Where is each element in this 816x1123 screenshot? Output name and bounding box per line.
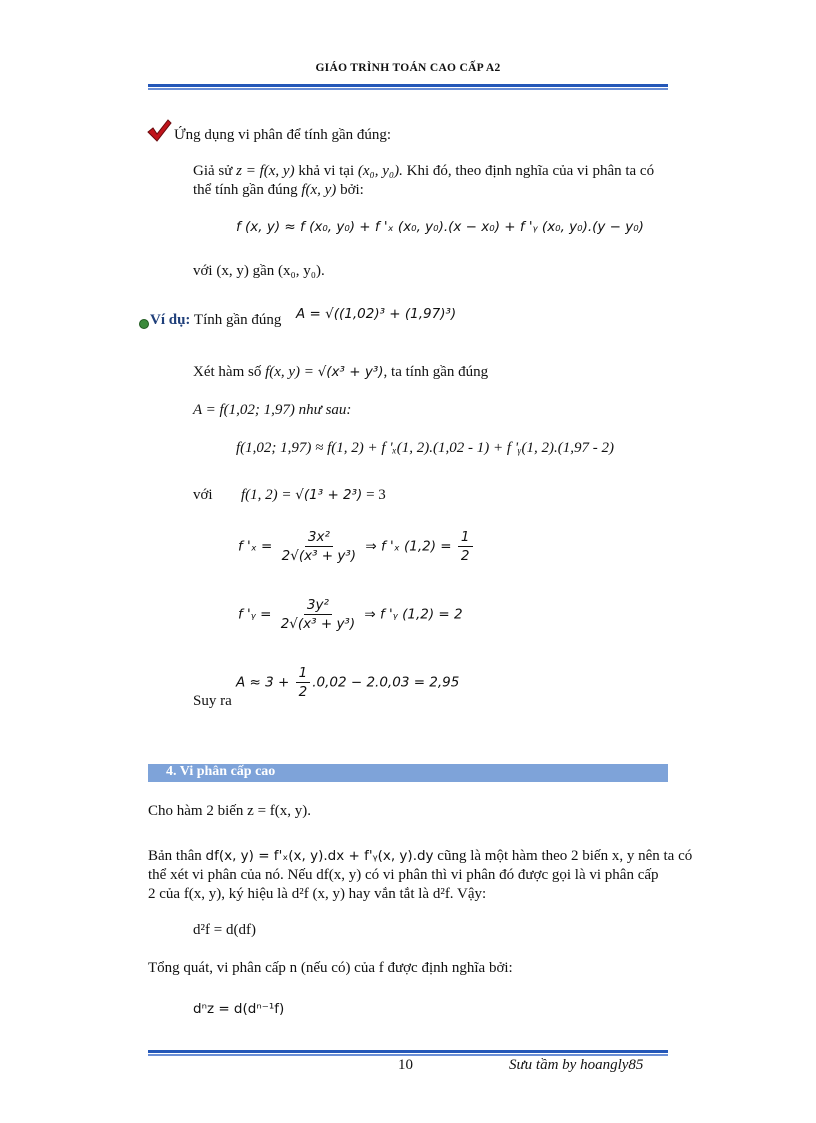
second-differential: d²f = d(df) xyxy=(193,922,256,938)
section-heading: Ứng dụng vi phân để tính gần đúng: xyxy=(174,127,392,143)
section-title: 4. Vi phân cấp cao xyxy=(166,764,276,779)
bullet-icon xyxy=(139,317,149,334)
conclusion-label: Suy ra xyxy=(193,693,232,709)
section-paragraph: Tổng quát, vi phân cấp n (nếu có) của f được định nghĩa bởi: xyxy=(148,960,513,976)
footer-rule xyxy=(148,1050,668,1053)
nth-differential: dⁿz = d(dⁿ⁻¹f) xyxy=(193,1001,285,1017)
footer-rule-thin xyxy=(148,1054,668,1056)
footer-credit: Sưu tầm by hoangly85 xyxy=(509,1057,644,1073)
page-header-title: GIÁO TRÌNH TOÁN CAO CẤP A2 xyxy=(315,62,501,74)
example-line: Ví dụ: Tính gần đúng xyxy=(150,312,282,328)
f12-value: f(1, 2) = √(1³ + 2³) = 3 xyxy=(241,487,386,503)
approximation-formula: f (x, y) ≈ f (x₀, y₀) + f 'ₓ (x₀, y₀).(x − x₀) + f 'ᵧ (x₀, y₀).(y − y₀) xyxy=(236,219,644,235)
A-expression: A = √((1,02)³ + (1,97)³) xyxy=(296,306,457,322)
section-paragraph-line: 2 của f(x, y), ký hiệu là d²f (x, y) hay vắn tắt là d²f. Vậy: xyxy=(148,886,487,902)
header-rule xyxy=(148,84,668,87)
paragraph-line: Giả sử z = f(x, y) khả vi tại (x₀, y₀). Khi đó, theo định nghĩa của vi phân ta có xyxy=(193,163,655,179)
function-line: Xét hàm số f(x, y) = √(x³ + y³), ta tính gần đúng xyxy=(193,364,489,380)
header-rule-thin xyxy=(148,88,668,90)
result-formula: A ≈ 3 + $\frac{1}{2}$ .0,02 − 2.0,03 = 2,95 xyxy=(236,665,460,700)
with-label: với xyxy=(193,487,213,503)
paragraph-line: thể tính gần đúng f(x, y) bởi: xyxy=(193,182,364,198)
section-paragraph-line: thể xét vi phân của nó. Nếu df(x, y) có vi phân thì vi phân đó được gọi là vi phân cấp xyxy=(148,867,659,883)
near-condition: với (x, y) gần (x₀, y₀). xyxy=(193,263,325,279)
section-title-bar xyxy=(148,764,668,782)
partial-x-formula: f 'ₓ = $\frac{\text{3x²}}{\text{2√(x³ + y³)}}$ ⇒ f 'ₓ (1,2) = $\frac{1}{2}$ xyxy=(238,528,475,565)
page-number: 10 xyxy=(398,1057,413,1073)
A-definition: A = f(1,02; 1,97) như sau: xyxy=(193,402,352,418)
section-paragraph-line: Bản thân df(x, y) = f'ₓ(x, y).dx + f'ᵧ(x, y).dy cũng là một hàm theo 2 biến x, y nên ta có xyxy=(148,848,693,864)
section-paragraph: Cho hàm 2 biến z = f(x, y). xyxy=(148,803,312,819)
checkmark-icon xyxy=(146,118,172,149)
linear-approximation: f(1,02; 1,97) ≈ f(1, 2) + f 'ₓ(1, 2).(1,02 - 1) + f 'ᵧ(1, 2).(1,97 - 2) xyxy=(236,440,614,456)
partial-y-formula: f 'ᵧ = $\frac{\text{3y²}}{\text{2√(x³ + y³)}}$ ⇒ f 'ᵧ (1,2) = 2 xyxy=(238,597,463,632)
